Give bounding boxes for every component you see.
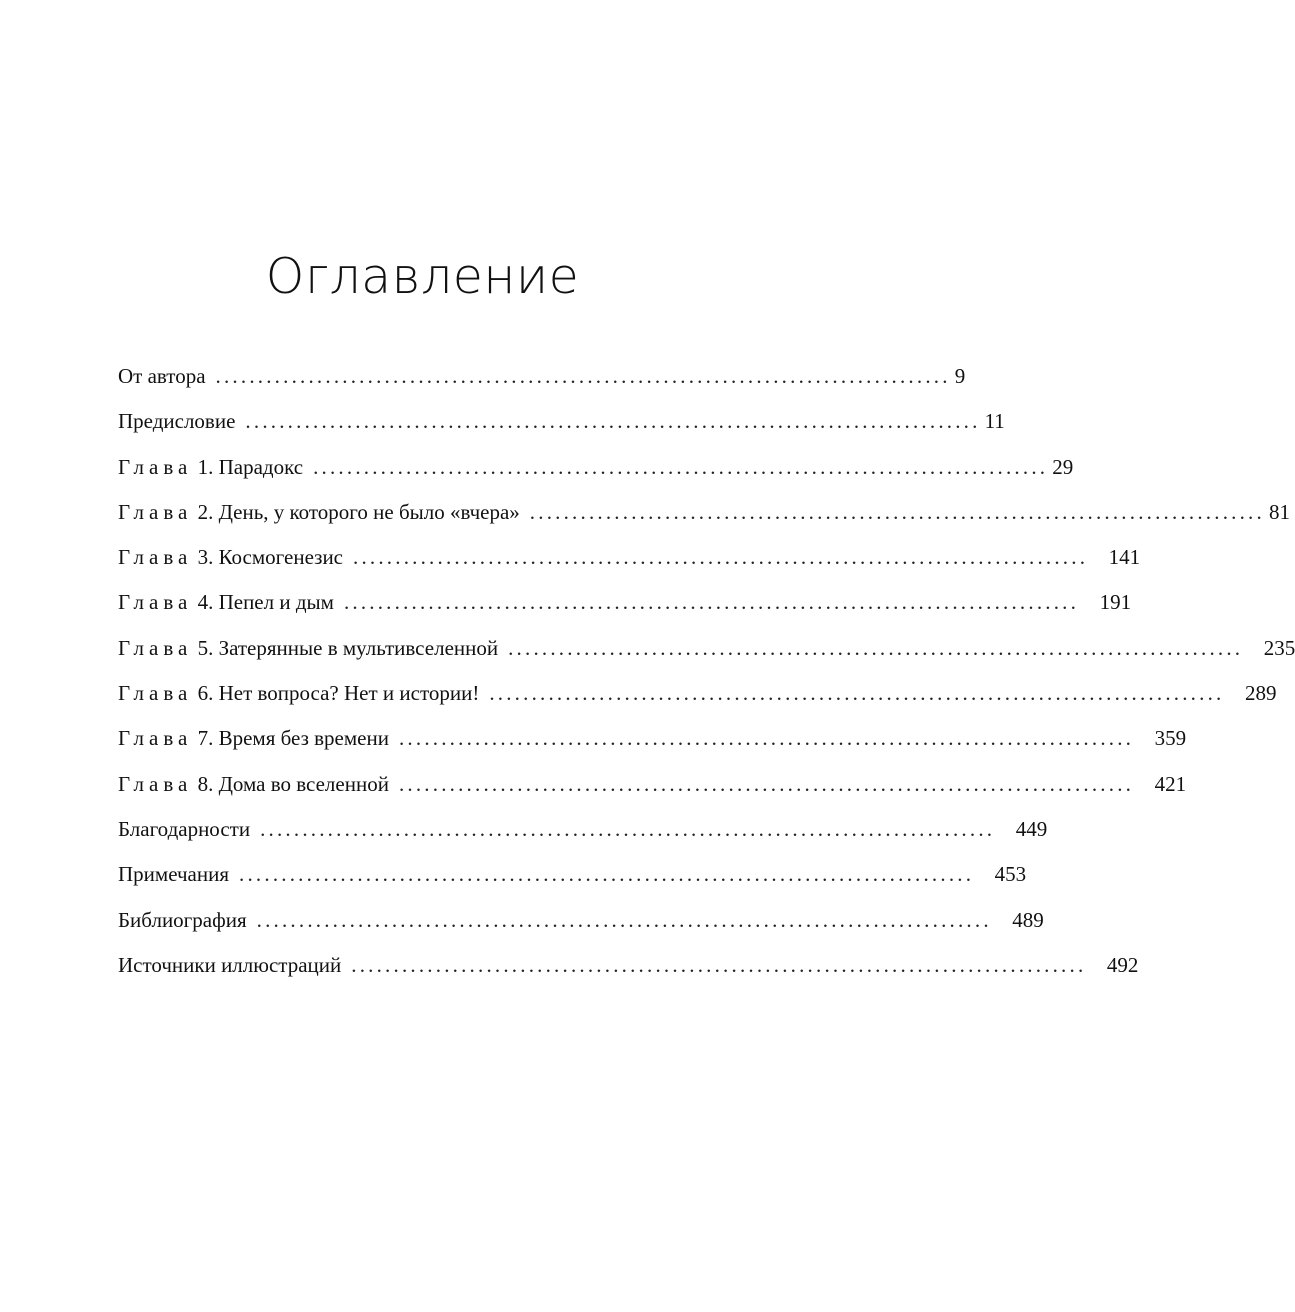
chapter-prefix: Глава: [118, 590, 193, 615]
dot-leader: .......................................................................................: [398, 771, 1135, 796]
entry-title: Источники иллюстраций: [118, 952, 342, 977]
page-number: 191: [1099, 590, 1132, 615]
dot-leader: .......................................................................................: [343, 590, 1080, 615]
entry-title: Глава 5. Затерянные в мультивселенной: [118, 635, 499, 660]
page-number: 359: [1154, 726, 1187, 751]
page-number: 81: [1268, 499, 1290, 524]
page-number: 235: [1263, 635, 1295, 660]
chapter-prefix: Глава: [118, 681, 193, 706]
chapter-prefix: Глава: [118, 499, 193, 524]
page-number: 492: [1106, 952, 1139, 977]
dot-leader: .......................................................................................: [215, 364, 951, 388]
toc-entry-chapter-3[interactable]: [118, 545, 1141, 590]
dot-leader: .......................................................................................: [256, 907, 992, 932]
entry-title: Благодарности: [118, 816, 251, 841]
page-number: 489: [1012, 907, 1044, 932]
page-title: Оглавление: [265, 248, 580, 305]
page-number: 141: [1108, 545, 1141, 570]
entry-title: Глава 6. Нет вопроса? Нет и истории!: [118, 681, 480, 706]
toc-entry-chapter-4[interactable]: [118, 590, 1132, 635]
chapter-prefix: Глава: [118, 545, 193, 570]
dot-leader: .......................................................................................: [489, 681, 1225, 706]
toc-entry-chapter-7[interactable]: [118, 726, 1187, 771]
page-number: 449: [1015, 816, 1048, 841]
toc-entry-chapter-2[interactable]: [118, 499, 1290, 545]
dot-leader: .......................................................................................: [351, 952, 1087, 977]
page-number: 9: [954, 364, 966, 388]
toc-entry-illustration-sources[interactable]: [118, 952, 1139, 998]
dot-leader: .......................................................................................: [239, 862, 975, 887]
toc-entry-acknowledgements[interactable]: [118, 816, 1048, 862]
entry-title: Библиография: [118, 907, 247, 932]
toc-entry-chapter-5[interactable]: [118, 635, 1295, 681]
entry-title: Примечания: [118, 862, 230, 887]
chapter-prefix: Глава: [118, 771, 193, 796]
dot-leader: .......................................................................................: [398, 726, 1135, 751]
entry-title: Предисловие: [118, 409, 236, 434]
entry-title: Глава 8. Дома во вселенной: [118, 771, 389, 796]
entry-title: Глава 7. Время без времени: [118, 726, 389, 751]
dot-leader: .......................................................................................: [245, 409, 981, 434]
chapter-prefix: Глава: [118, 726, 193, 751]
dot-leader: .......................................................................................: [353, 545, 1089, 570]
toc-entry-bibliography[interactable]: [118, 907, 1044, 953]
page-number: 289: [1244, 681, 1277, 706]
dot-leader: .......................................................................................: [508, 635, 1244, 660]
page-number: 453: [994, 862, 1027, 887]
page-number: 11: [984, 409, 1005, 434]
toc-entry-from-author[interactable]: [118, 364, 966, 409]
page-number: 29: [1052, 454, 1074, 479]
toc-entry-chapter-8[interactable]: [118, 771, 1187, 817]
entry-title: Глава 2. День, у которого не было «вчера»: [118, 499, 520, 524]
table-of-contents: [118, 364, 1295, 998]
chapter-prefix: Глава: [118, 454, 193, 479]
toc-entry-notes[interactable]: [118, 862, 1027, 907]
toc-entry-chapter-1[interactable]: [118, 454, 1074, 500]
chapter-prefix: Глава: [118, 635, 193, 660]
toc-entry-chapter-6[interactable]: [118, 681, 1277, 726]
entry-title: Глава 4. Пепел и дым: [118, 590, 334, 615]
entry-title: От автора: [118, 364, 206, 388]
dot-leader: .......................................................................................: [260, 816, 996, 841]
dot-leader: .......................................................................................: [313, 454, 1049, 479]
toc-entry-preface[interactable]: [118, 409, 1005, 454]
dot-leader: .......................................................................................: [529, 499, 1265, 524]
page-number: 421: [1154, 771, 1187, 796]
entry-title: Глава 3. Космогенезис: [118, 545, 343, 570]
entry-title: Глава 1. Парадокс: [118, 454, 304, 479]
